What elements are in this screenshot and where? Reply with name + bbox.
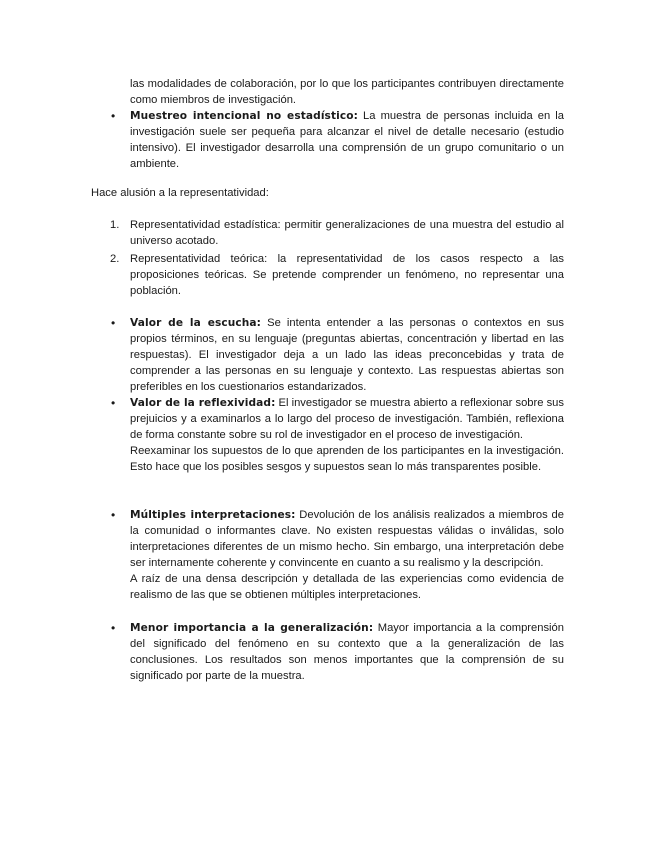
- numbered-item-text: Representatividad teórica: la representatividad de los casos respecto a las proposiciones teóricas. Se pretende comprender un fenómeno, no representar una población.: [130, 253, 564, 297]
- bullet-text: Se intenta entender a las personas o contextos en sus propios términos, en su lenguaje (preguntas abiertas, concentración y libertad en las respuestas). El investigador deja a un lado las ideas preconcebidas y trata de comprender a las personas en su lenguaje y contexto. Las respuestas abiertas son preferibles en los cuestionarios estandarizados.: [130, 317, 564, 393]
- bullet-extra-text: Reexaminar los supuestos de lo que aprenden de los participantes en la investigación. Esto hace que los posibles sesgos y supuestos sean lo más transparentes posible.: [130, 445, 564, 473]
- numbered-item-1: [110, 217, 564, 249]
- bullet-term: Muestreo intencional no estadístico:: [130, 110, 358, 122]
- bullet-reflexividad: [111, 395, 564, 475]
- bullet-muestreo: [111, 108, 565, 172]
- bullet-term: Valor de la escucha:: [130, 317, 262, 329]
- numbered-item-text: Representatividad estadística: permitir generalizaciones de una muestra del estudio al universo acotado.: [130, 219, 564, 247]
- bullet-generalizacion: [111, 620, 564, 684]
- bullet-marker: •: [111, 621, 116, 635]
- bullet-text: El investigador se muestra abierto a reflexionar sobre sus prejuicios y a examinarlos a lo largo del proceso de investigación. También, reflexiona de forma constante sobre su rol de investigador en el proceso de investigación.: [130, 397, 564, 441]
- bullet-marker: •: [111, 396, 116, 410]
- bullet-term: Menor importancia a la generalización:: [130, 622, 374, 634]
- bullet-text: Devolución de los análisis realizados a miembros de la comunidad o informantes clave. No existen respuestas válidas o inválidas, solo interpretaciones diferentes de un mismo hecho. Sin embargo, una interpretación debe ser internamente coherente y convincente en cuanto a su realismo y la descripción.: [130, 509, 564, 569]
- numbered-item-2: [110, 251, 564, 299]
- bullet-text: Mayor importancia a la comprensión del significado del fenómeno en su contexto que a la generalización de las conclusiones. Los resultados son menos importantes que la comprensión de su significado por parte de la muestra.: [130, 622, 564, 682]
- continuation-text: las modalidades de colaboración, por lo que los participantes contribuyen directamente como miembros de investigación.: [130, 78, 564, 106]
- bullet-escucha: [111, 315, 564, 395]
- continuation-paragraph: [130, 76, 564, 108]
- bullet-term: Múltiples interpretaciones:: [130, 509, 296, 521]
- bullet-term: Valor de la reflexividad:: [130, 397, 276, 409]
- bullet-interpretaciones: [111, 507, 564, 603]
- bullet-text: La muestra de personas incluida en la investigación suele ser pequeña para alcanzar el nivel de detalle necesario (estudio intensivo). El investigador desarrolla una comprensión de un grupo comunitario o un ambiente.: [130, 110, 565, 170]
- bullet-extra-text: A raíz de una densa descripción y detallada de las experiencias como evidencia de realismo de las que se obtienen múltiples interpretaciones.: [130, 573, 564, 601]
- intro-line: Hace alusión a la representatividad:: [91, 187, 269, 199]
- numbered-item-number: 1.: [110, 219, 120, 231]
- bullet-marker: •: [111, 316, 116, 330]
- bullet-marker: •: [111, 109, 116, 123]
- bullet-marker: •: [111, 508, 116, 522]
- numbered-item-number: 2.: [110, 253, 120, 265]
